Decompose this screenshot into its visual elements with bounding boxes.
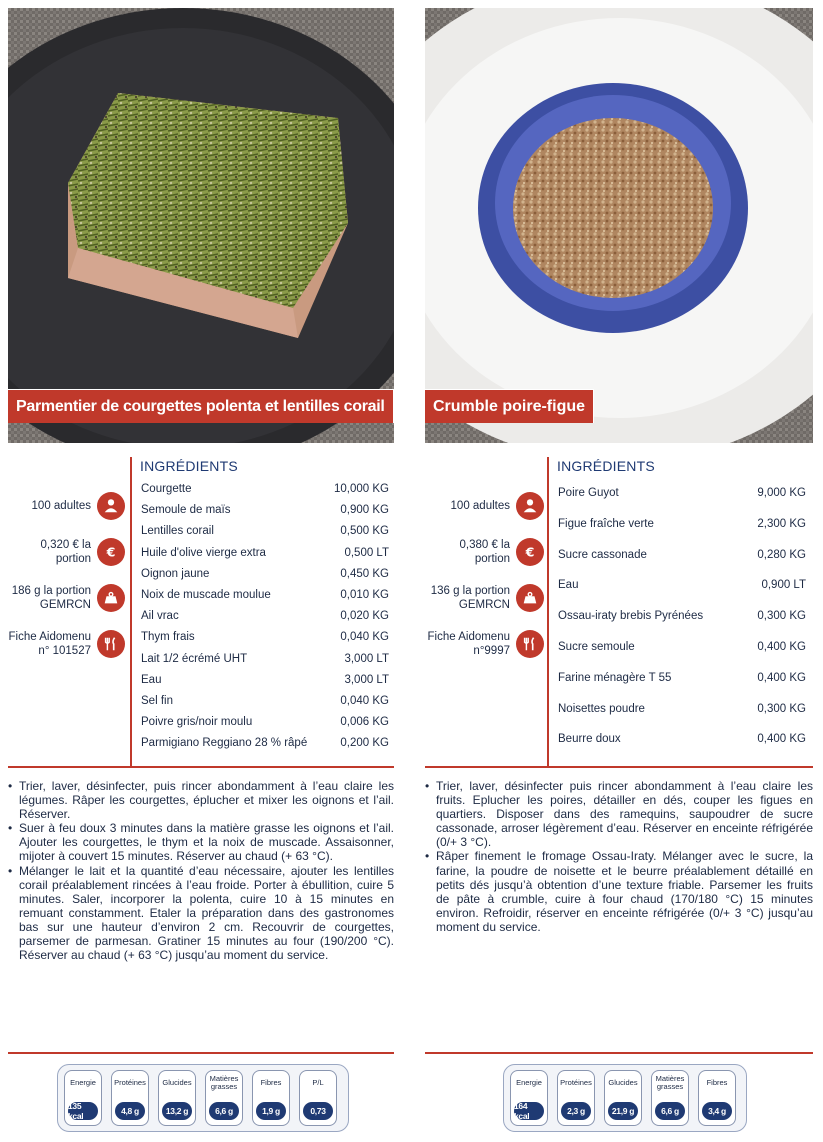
ingredient-quantity: 0,006 KG (340, 716, 389, 729)
ingredient-name: Farine ménagère T 55 (558, 671, 672, 684)
nutrition-value: 1,9 g (256, 1102, 286, 1120)
right-ingredients-list (558, 487, 806, 757)
left-portion: 186 g la portion GEMRCN (0, 582, 125, 614)
ingredient-name: Poivre gris/noir moulu (141, 716, 253, 729)
ingredient-quantity: 3,000 LT (344, 673, 389, 686)
nutrition-label: Matières grasses (655, 1074, 685, 1091)
nutrition-value: 164 kcal (514, 1102, 544, 1120)
nutrition-value: 3,4 g (702, 1102, 732, 1120)
ingredient-row (141, 504, 389, 525)
right-bottom-rule (425, 1052, 813, 1054)
ingredient-name: Ail vrac (141, 610, 179, 623)
left-ingredients-heading: INGRÉDIENTS (140, 458, 238, 474)
nutrition-label: Protéines (114, 1078, 146, 1087)
preparation-step: • Mélanger le lait et la quantité d’eau nécessaire, ajouter les lentilles corail préalablement rincées à l’eau froide. Porter à ébullition, cuire 5 minutes. Saler, incorporer la polenta, cuire 10 à 15 minutes en remuant constamment. Etaler la préparation dans des gastronomes bas sur une hauteur d’environ 2 cm. Recouvrir de courgettes, parsemer de parmesan. Gratiner 15 minutes au four (190/200 °C). Réserver au chaud (+ 63 °C) jusqu’au moment du service. (8, 864, 394, 963)
right-dish-photo (425, 8, 813, 443)
ingredient-name: Noix de muscade moulue (141, 589, 271, 601)
nutrition-badge (111, 1070, 149, 1126)
ingredient-name: Poire Guyot (558, 487, 619, 499)
ingredient-name: Courgette (141, 483, 192, 495)
right-recipe-title: Crumble poire-figue (425, 389, 594, 423)
nutrition-label: Matières grasses (209, 1074, 239, 1091)
nutrition-value: 2,3 g (561, 1102, 591, 1120)
cutlery-icon (97, 630, 125, 658)
ingredient-quantity: 0,400 KG (757, 733, 806, 746)
ingredient-quantity: 0,010 KG (340, 589, 389, 601)
ingredient-row (558, 487, 806, 518)
ingredient-name: Sel fin (141, 695, 173, 707)
ingredient-row (141, 525, 389, 546)
right-servings: 100 adultes (451, 490, 544, 522)
ingredient-quantity: 0,900 KG (340, 504, 389, 517)
nutrition-badge (698, 1070, 736, 1126)
people-icon (97, 492, 125, 520)
nutrition-label: Glucides (608, 1078, 638, 1087)
ingredient-row (141, 589, 389, 610)
euro-icon (516, 538, 544, 566)
ingredient-name: Parmigiano Reggiano 28 % râpé (141, 737, 308, 750)
ingredient-name: Figue fraîche verte (558, 517, 654, 530)
ingredient-name: Sucre semoule (558, 641, 635, 653)
left-section-rule (8, 766, 394, 768)
cutlery-icon (516, 630, 544, 658)
ingredient-quantity: 0,500 LT (344, 546, 389, 559)
ingredient-quantity: 0,400 KG (757, 641, 806, 653)
ingredient-name: Thym frais (141, 631, 195, 644)
nutrition-label: Energie (70, 1078, 96, 1087)
left-bottom-rule (8, 1052, 394, 1054)
ingredient-row (141, 653, 389, 674)
ingredient-quantity: 0,450 KG (340, 567, 389, 580)
ingredient-quantity: 0,300 KG (757, 702, 806, 715)
ingredient-name: Huile d'olive vierge extra (141, 546, 266, 559)
ingredient-row (558, 579, 806, 610)
preparation-step: • Trier, laver, désinfecter, puis rincer abondamment à l’eau claire les légumes. Râper les courgettes, éplucher et mixer les oignons et l’ail. Réserver. (8, 779, 394, 821)
nutrition-label: Energie (516, 1078, 542, 1087)
ingredient-name: Lentilles corail (141, 525, 214, 538)
ingredient-row (558, 641, 806, 672)
nutrition-value: 6,6 g (209, 1102, 239, 1120)
ingredient-name: Semoule de maïs (141, 504, 231, 517)
nutrition-badge (651, 1070, 689, 1126)
nutrition-value: 135 kcal (68, 1102, 98, 1120)
nutrition-value: 13,2 g (162, 1102, 192, 1120)
ingredient-quantity: 0,400 KG (757, 671, 806, 684)
ingredient-quantity: 0,500 KG (340, 525, 389, 538)
ingredient-name: Oignon jaune (141, 567, 210, 580)
left-price: 0,320 € la portion € (27, 536, 125, 568)
left-servings: 100 adultes (32, 490, 125, 522)
ingredient-row (558, 518, 806, 549)
svg-text:€: € (525, 544, 535, 560)
nutrition-badge (64, 1070, 102, 1126)
left-nutrition-panel (57, 1064, 349, 1132)
left-preparation-steps (8, 779, 394, 962)
ingredient-row (558, 549, 806, 580)
ingredient-row (141, 610, 389, 631)
nutrition-badge (158, 1070, 196, 1126)
nutrition-value: 4,8 g (115, 1102, 145, 1120)
right-nutrition-panel (503, 1064, 747, 1132)
nutrition-badge (205, 1070, 243, 1126)
ingredient-quantity: 0,020 KG (340, 610, 389, 623)
nutrition-label: P/L (312, 1078, 324, 1087)
ingredient-quantity: 0,300 KG (757, 610, 806, 623)
preparation-step: • Suer à feu doux 3 minutes dans la matière grasse les oignons et l’ail. Ajouter les courgettes, le thym et la noix de muscade. Assaisonner, mijoter à couvert 15 minutes. Réserver au chaud (+ 63 °C). (8, 821, 394, 863)
ingredient-quantity: 0,040 KG (340, 631, 389, 644)
left-fiche: Fiche Aidomenu n° 101527 (0, 628, 125, 660)
svg-text:€: € (106, 544, 116, 560)
ingredient-row (141, 483, 389, 504)
ingredient-row (558, 610, 806, 641)
ingredient-quantity: 10,000 KG (334, 483, 389, 495)
people-icon (516, 492, 544, 520)
weight-icon (516, 584, 544, 612)
right-price: 0,380 € la portion € (446, 536, 544, 568)
weight-icon (97, 584, 125, 612)
ingredient-row (141, 674, 389, 695)
left-recipe-title: Parmentier de courgettes polenta et lentilles corail (8, 389, 394, 423)
euro-icon (97, 538, 125, 566)
nutrition-label: Fibres (260, 1078, 282, 1087)
ingredient-row (141, 695, 389, 716)
parmentier-image (8, 8, 394, 443)
right-fiche: Fiche Aidomenu n°9997 (414, 628, 544, 660)
crumble-image (425, 8, 813, 443)
ingredient-quantity: 0,900 LT (761, 579, 806, 592)
ingredient-row (141, 631, 389, 652)
nutrition-label: Fibres (706, 1078, 728, 1087)
right-ingredients-divider (547, 457, 549, 766)
ingredient-row (141, 547, 389, 568)
preparation-step: • Trier, laver, désinfecter puis rincer abondamment à l’eau claire les fruits. Eplucher les poires, détailler en dés, couper les figues en quartiers. Disposer dans des ramequins, saupoudrer de sucre cassonade, arroser légèrement d’eau. Réserver en enceinte réfrigérée (0/+ 3 °C). (425, 779, 813, 849)
left-ingredients-list (141, 483, 389, 753)
nutrition-badge (299, 1070, 337, 1126)
nutrition-label: Glucides (162, 1078, 192, 1087)
right-preparation-steps (425, 779, 813, 934)
ingredient-row (558, 733, 806, 764)
preparation-step: • Râper finement le fromage Ossau-Iraty. Mélanger avec le sucre, la farine, la poudre de noisette et le beurre préalablement détaillé en petits dés jusqu’à obtention d’une texture friable. Parsemer les fruits de pâte à crumble, cuire à four chaud (170/180 °C) 15 minutes environ. Refroidir, réserver en enceinte réfrigérée (0/+ 3 °C) jusqu’au moment du service. (425, 849, 813, 934)
nutrition-value: 21,9 g (608, 1102, 638, 1120)
right-ingredients-heading: INGRÉDIENTS (557, 458, 655, 474)
left-ingredients-divider (130, 457, 132, 766)
ingredient-quantity: 2,300 KG (757, 517, 806, 530)
left-dish-photo (8, 8, 394, 443)
nutrition-value: 6,6 g (655, 1102, 685, 1120)
right-portion: 136 g la portion GEMRCN (414, 582, 544, 614)
nutrition-badge (604, 1070, 642, 1126)
ingredient-name: Eau (558, 579, 579, 592)
ingredient-quantity: 0,040 KG (340, 695, 389, 707)
ingredient-row (141, 737, 389, 758)
ingredient-name: Ossau-iraty brebis Pyrénées (558, 610, 704, 623)
ingredient-quantity: 0,200 KG (340, 737, 389, 750)
ingredient-quantity: 9,000 KG (757, 487, 806, 499)
ingredient-name: Sucre cassonade (558, 548, 647, 561)
nutrition-label: Protéines (560, 1078, 592, 1087)
nutrition-value: 0,73 (303, 1102, 333, 1120)
ingredient-quantity: 0,280 KG (757, 548, 806, 561)
ingredient-row (141, 568, 389, 589)
ingredient-name: Beurre doux (558, 733, 621, 746)
ingredient-name: Eau (141, 673, 162, 686)
nutrition-badge (510, 1070, 548, 1126)
ingredient-name: Noisettes poudre (558, 702, 645, 715)
nutrition-badge (252, 1070, 290, 1126)
ingredient-row (141, 716, 389, 737)
ingredient-name: Lait 1/2 écrémé UHT (141, 652, 248, 665)
ingredient-row (558, 672, 806, 703)
right-section-rule (425, 766, 813, 768)
ingredient-quantity: 3,000 LT (344, 652, 389, 665)
ingredient-row (558, 703, 806, 734)
nutrition-badge (557, 1070, 595, 1126)
